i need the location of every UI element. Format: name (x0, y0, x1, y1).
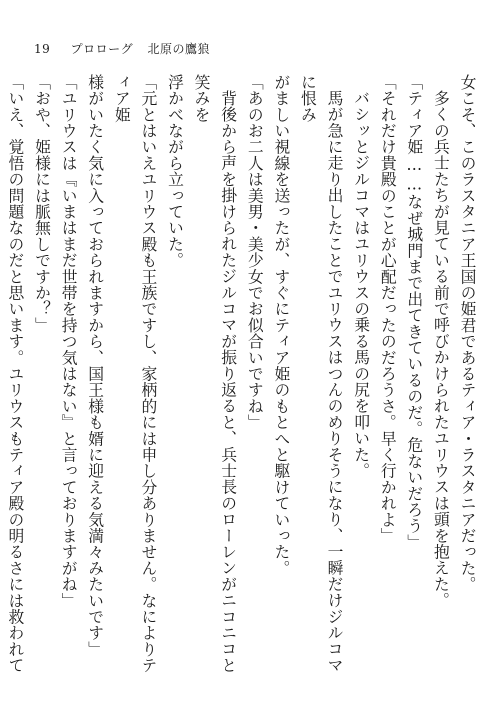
text-line: 馬が急に走り出したことでユリウスはつんのめりそうになり、一瞬だけジルコマに恨み (298, 74, 345, 673)
text-line: 「それだけ貴殿のことが心配だったのだろうさ。早く行かれよ」 (378, 74, 398, 544)
text-line: 「ユリウスは『いまはまだ世帯を持つ気はない』と言っておりますがね」 (59, 74, 79, 609)
text-line: 様がいたく気に入っておられますから、国王様も婿に迎える気満々みたいです」 (85, 74, 105, 658)
body-text (5, 74, 480, 684)
section-title: 北原の鷹狼 (147, 42, 210, 56)
text-line: 背後から声を掛けられたジルコマが振り返ると、兵士長のローレンがニコニコと笑みを (192, 74, 238, 673)
text-line: バシッとジルコマはユリウスの乗る馬の尻を叩いた。 (351, 89, 371, 479)
text-line: 「いえ、覚悟の問題なのだと思います。ユリウスもティア殿の明るさには救われて (5, 74, 25, 674)
text-line: 「元とはいえユリウス殿も王族ですし、家柄的には申し分ありません。なによりティア姫 (112, 74, 158, 674)
chapter-title: プロローグ (70, 42, 134, 56)
text-line: 「おや、姫様には脈無しですか？」 (32, 74, 52, 334)
text-line: 「ティア姫……なぜ城門まで出てきているのだ。危ないだろう」 (404, 74, 424, 551)
text-line: 浮かべながら立っていた。 (165, 74, 185, 269)
page-number: 19 (34, 42, 51, 56)
text-line: 「あのお二人は美男・美少女でお似合いですね」 (245, 74, 265, 431)
text-line: 多くの兵士たちが見ている前で呼びかけられたユリウスは頭を抱えた。 (431, 89, 451, 609)
text-line: がましい視線を送ったが、すぐにティア姫のもとへと駆けていった。 (271, 74, 291, 577)
text-line: 女こそ、このラスタニア王国の姫君であるティア・ラスタニアだった。 (458, 74, 477, 593)
running-head (34, 40, 210, 57)
